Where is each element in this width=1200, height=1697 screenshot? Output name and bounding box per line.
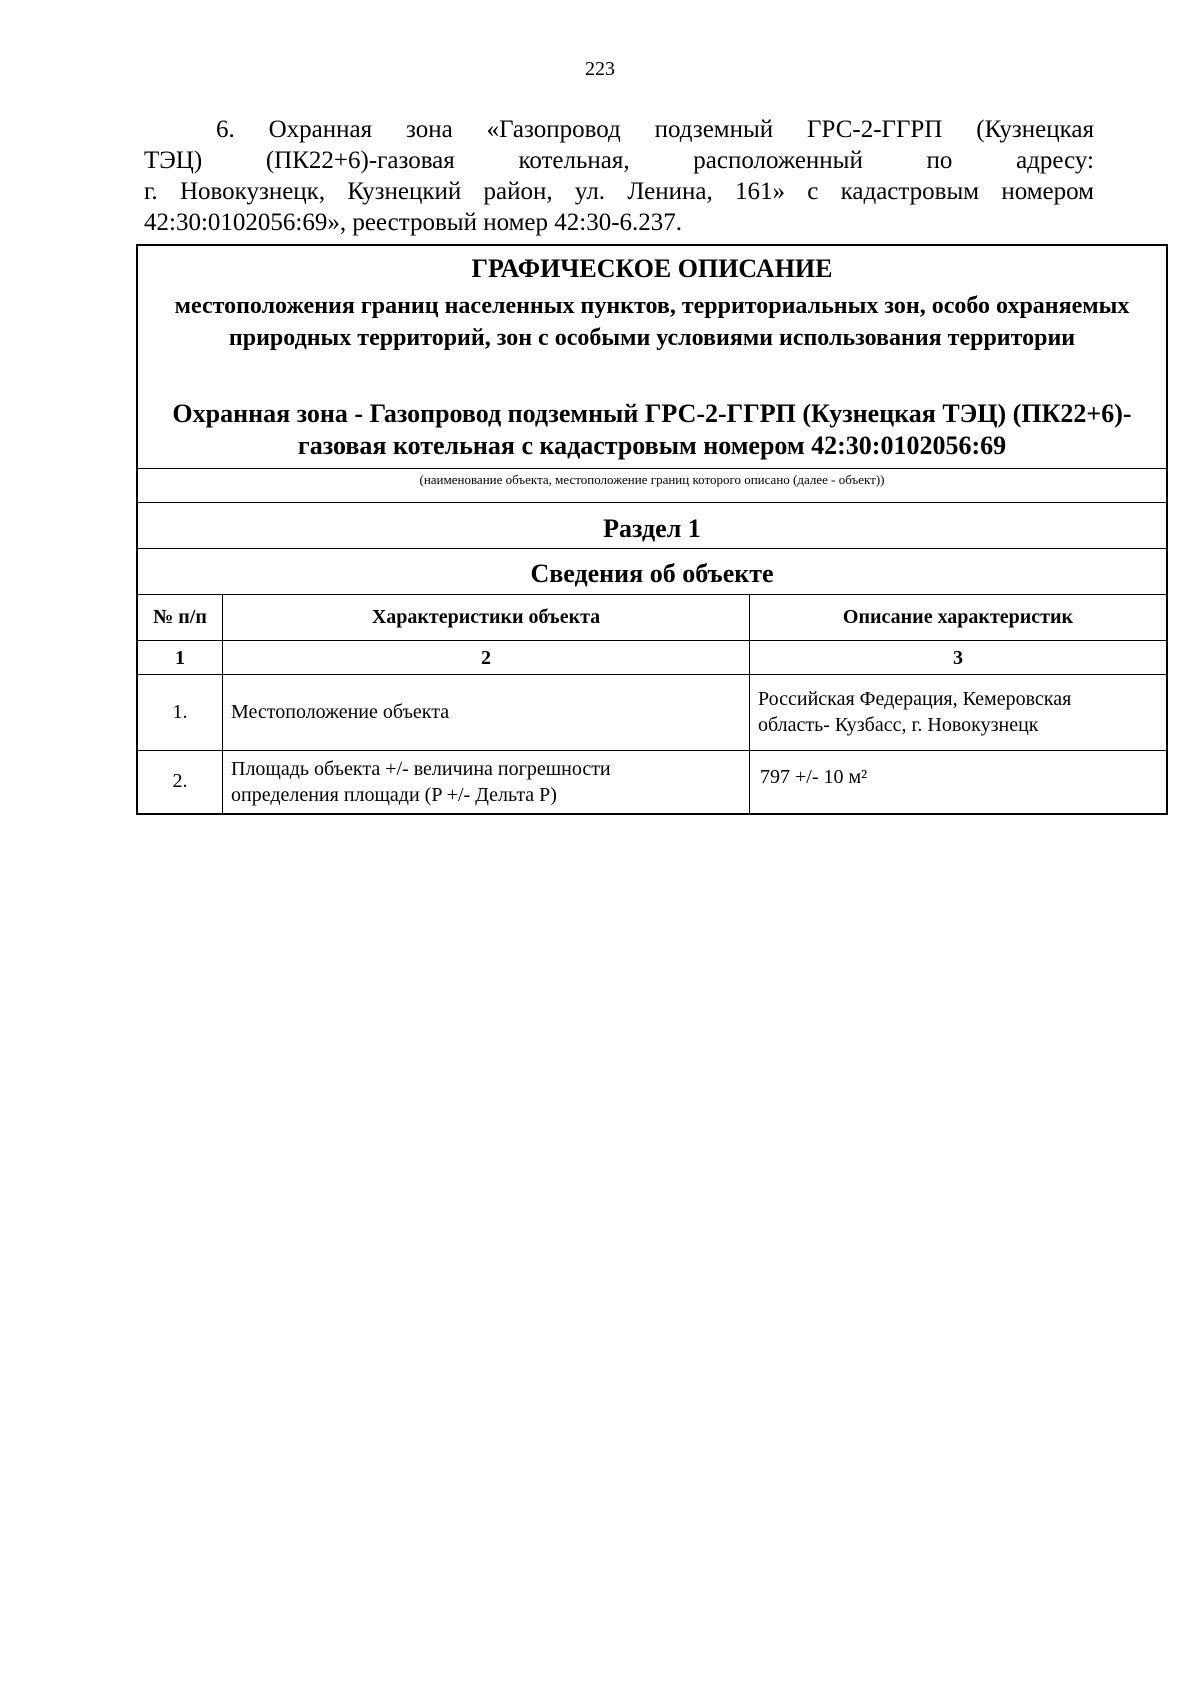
table-row-description: 797 +/- 10 м² xyxy=(760,766,868,788)
table-column-number: 3 xyxy=(953,647,963,669)
intro-line: 42:30:0102056:69», реестровый номер 42:30-6.237. xyxy=(144,209,683,236)
table-row-number: 2. xyxy=(172,770,188,792)
form-subtitle: местоположения границ населенных пунктов, территориальных зон, особо охраняемых природных территорий, зон с особыми условиями использования территории xyxy=(174,293,1130,351)
intro-line: г. Новокузнецк, Кузнецкий район, ул. Ленина, 161» с кадастровым номером xyxy=(144,178,1094,205)
section-subtitle: Сведения об объекте xyxy=(530,559,774,588)
intro-line: ТЭЦ) (ПК22+6)-газовая котельная, расположенный по адресу: xyxy=(144,147,1094,174)
table-row-characteristic: Местоположение объекта xyxy=(231,701,450,723)
form-title: ГРАФИЧЕСКОЕ ОПИСАНИЕ xyxy=(471,254,833,283)
section-title: Раздел 1 xyxy=(603,514,701,543)
divider xyxy=(138,502,1166,503)
table-column-number: 2 xyxy=(481,647,491,669)
graphic-description-form xyxy=(136,244,1168,815)
table-header-cell: № п/п xyxy=(153,606,207,628)
table-row-description: Российская Федерация, Кемеровская область- Кузбасс, г. Новокузнецк xyxy=(758,688,1072,736)
table-row-divider xyxy=(138,640,1166,641)
table-row-divider xyxy=(138,674,1166,675)
intro-paragraph xyxy=(144,114,1094,238)
table-row-divider xyxy=(138,750,1166,751)
form-header xyxy=(138,246,1166,468)
page-number: 223 xyxy=(585,58,615,80)
object-name-caption: (наименование объекта, местоположение границ которого описано (далее - объект)) xyxy=(419,472,885,487)
divider xyxy=(138,548,1166,549)
divider xyxy=(138,594,1166,595)
object-name: Охранная зона - Газопровод подземный ГРС-2-ГГРП (Кузнецкая ТЭЦ) (ПК22+6)-газовая котельная с кадастровым номером 42:30:0102056:69 xyxy=(172,399,1132,460)
intro-line: 6. Охранная зона «Газопровод подземный ГРС-2-ГГРП (Кузнецкая xyxy=(216,116,1094,143)
table-header-cell: Описание характеристик xyxy=(842,606,1074,628)
table-header-cell: Характеристики объекта xyxy=(371,606,601,628)
table-row-characteristic: Площадь объекта +/- величина погрешности определения площади (P +/- Дельта P) xyxy=(231,758,611,806)
table-row-number: 1. xyxy=(172,701,188,723)
table-column-number: 1 xyxy=(175,647,185,669)
divider xyxy=(138,468,1166,469)
